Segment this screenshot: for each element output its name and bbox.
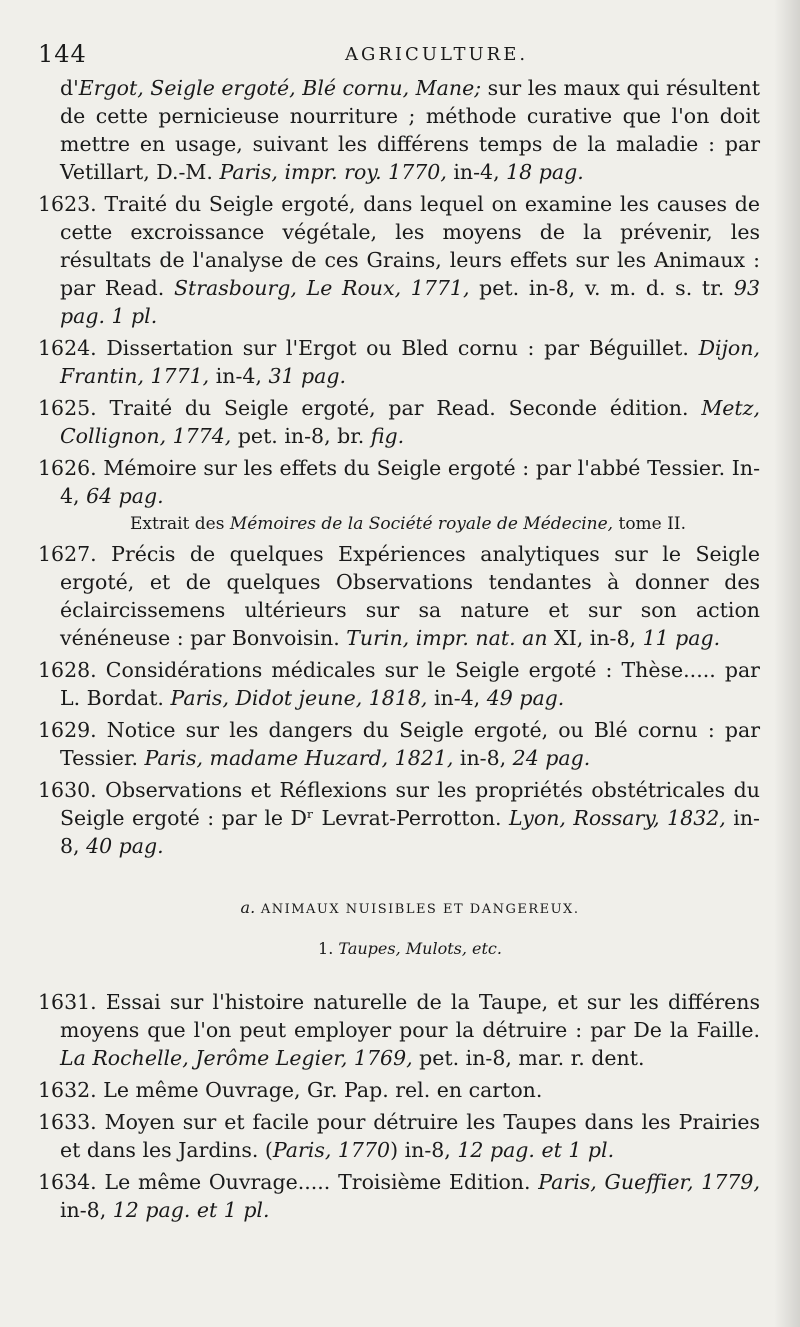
entry-text: Moyen sur et facile pour détruire les Taupes dans les Prairies et dans les Jardins. ( bbox=[60, 1110, 760, 1162]
entry-text: Le même Ouvrage, Gr. Pap. rel. en carton. bbox=[96, 1078, 543, 1102]
entry-text: pet. in-8, v. m. d. s. tr. bbox=[469, 276, 734, 300]
bibliography-entry bbox=[38, 988, 760, 1072]
entry-number: 1632. bbox=[38, 1078, 97, 1102]
entry-number: 1623. bbox=[38, 192, 97, 216]
entry-number: 1631. bbox=[38, 990, 97, 1014]
entry-text: Considérations médicales sur le Seigle ergoté : Thèse..... par L. Bordat. bbox=[60, 658, 760, 710]
note-text: tome II. bbox=[613, 514, 686, 534]
subsection-number: 1. bbox=[318, 939, 334, 958]
entry-text: Notice sur les dangers du Seigle ergoté, ou Blé cornu : par Tessier. bbox=[60, 718, 760, 770]
entry-number: 1628. bbox=[38, 658, 97, 682]
page-number: 144 bbox=[38, 40, 87, 68]
bibliography-entry bbox=[38, 656, 760, 712]
entry-text: Essai sur l'histoire naturelle de la Taupe, et sur les différens moyens que l'on peut employer pour la détruire : par De la Faille. bbox=[60, 990, 760, 1042]
section-title: ANIMAUX NUISIBLES ET DANGEREUX. bbox=[260, 902, 580, 917]
entry-number: 1634. bbox=[38, 1170, 97, 1194]
entry-text: Dissertation sur l'Ergot ou Bled cornu : par Béguillet. bbox=[96, 336, 699, 360]
entry-number: 1625. bbox=[38, 396, 97, 420]
entry-list-lower bbox=[38, 988, 760, 1224]
entry-number: 1633. bbox=[38, 1110, 97, 1134]
entry-text: XI, in-8, bbox=[547, 626, 643, 650]
subsection-heading bbox=[60, 939, 760, 958]
entry-imprint-text: Turin, impr. nat. an bbox=[346, 626, 548, 650]
entry-text: Traité du Seigle ergoté, dans lequel on examine les causes de cette excroissance végétale, les moyens de la prévenir, les résultats de l'analyse de ces Grains, leurs effets sur les Animaux : par Read. bbox=[60, 192, 760, 300]
entry-imprint-text: 11 pag. bbox=[642, 626, 721, 650]
entry-imprint-text: Metz, Collignon, 1774, bbox=[60, 396, 760, 448]
bibliography-entry bbox=[38, 454, 760, 510]
section-letter: a. bbox=[240, 898, 256, 917]
page-body bbox=[38, 74, 760, 1224]
bibliography-entry bbox=[38, 394, 760, 450]
entry-imprint-text: Paris, Didot jeune, 1818, bbox=[170, 686, 428, 710]
entry-imprint-text: 64 pag. bbox=[86, 484, 164, 508]
entry-imprint-text: Dijon, Frantin, 1771, bbox=[60, 336, 760, 388]
entry-imprint-text: La Rochelle, Jerôme Legier, 1769, bbox=[60, 1046, 413, 1070]
bibliography-entry bbox=[60, 74, 760, 186]
entry-imprint-text: 24 pag. bbox=[512, 746, 591, 770]
entry-text: sur les maux qui résultent de cette pernicieuse nourriture ; méthode curative que l'on doit mettre en usage, suivant les différens temps de la maladie : par Vetillart, D.-M. bbox=[60, 76, 760, 184]
entry-imprint-text: 40 pag. bbox=[86, 834, 164, 858]
bibliography-entry bbox=[38, 540, 760, 652]
entry-imprint-text: 12 pag. et 1 pl. bbox=[112, 1198, 270, 1222]
section-heading bbox=[60, 898, 760, 917]
entry-text: in-4, bbox=[446, 160, 507, 184]
entry-text: Mémoire sur les effets du Seigle ergoté : par l'abbé Tessier. In-4, bbox=[60, 456, 760, 508]
entry-imprint-text: Paris, impr. roy. 1770, bbox=[219, 160, 447, 184]
entry-imprint-text: 93 pag. 1 pl. bbox=[60, 276, 760, 328]
entry-imprint-text: 31 pag. bbox=[268, 364, 347, 388]
note-text: Extrait des bbox=[130, 514, 230, 534]
entry-text: pet. in-8, br. bbox=[231, 424, 371, 448]
entry-text: in-8, bbox=[60, 1198, 113, 1222]
entry-text: in-4, bbox=[427, 686, 487, 710]
entry-text: d' bbox=[60, 76, 79, 100]
entry-text: Traité du Seigle ergoté, par Read. Seconde édition. bbox=[96, 396, 702, 420]
entry-text: Le même Ouvrage..... Troisième Edition. bbox=[96, 1170, 539, 1194]
bibliography-entry bbox=[38, 190, 760, 330]
entry-text: in-8, bbox=[60, 806, 760, 858]
page-edge-shadow bbox=[774, 0, 800, 1327]
entry-imprint-text: 18 pag. bbox=[506, 160, 584, 184]
running-head: AGRICULTURE. bbox=[345, 44, 529, 65]
bibliography-entry bbox=[38, 776, 760, 860]
entry-imprint-text: Lyon, Rossary, 1832, bbox=[509, 806, 726, 830]
entry-text: in-8, bbox=[453, 746, 513, 770]
entry-text: Précis de quelques Expériences analytiques sur le Seigle ergoté, et de quelques Observations tendantes à donner des éclaircissemens ultérieurs sur sa nature et sur son action vénéneuse : par Bonvoisin. bbox=[60, 542, 760, 650]
entry-imprint-text: Paris, madame Huzard, 1821, bbox=[144, 746, 454, 770]
entry-imprint-text: fig. bbox=[370, 424, 405, 448]
subsection-title: Taupes, Mulots, etc. bbox=[338, 939, 502, 958]
bibliography-entry bbox=[38, 716, 760, 772]
entry-number: 1629. bbox=[38, 718, 97, 742]
entry-list-upper bbox=[38, 74, 760, 860]
bibliography-entry bbox=[38, 1076, 760, 1104]
entry-imprint-text: Paris, 1770 bbox=[272, 1138, 391, 1162]
bibliography-entry bbox=[38, 334, 760, 390]
entry-text: ) in-8, bbox=[390, 1138, 458, 1162]
entry-imprint-text: Paris, Gueffier, 1779, bbox=[538, 1170, 760, 1194]
entry-note bbox=[130, 512, 760, 536]
entry-number: 1627. bbox=[38, 542, 97, 566]
entry-number: 1630. bbox=[38, 778, 97, 802]
entry-imprint-text: 12 pag. et 1 pl. bbox=[457, 1138, 615, 1162]
entry-text: Observations et Réflexions sur les propriétés obstétricales du Seigle ergoté : par le Dʳ Levrat-Perrotton. bbox=[60, 778, 760, 830]
bibliography-entry bbox=[38, 1168, 760, 1224]
entry-number: 1624. bbox=[38, 336, 97, 360]
bibliography-entry bbox=[38, 1108, 760, 1164]
entry-number: 1626. bbox=[38, 456, 97, 480]
entry-text: in-4, bbox=[209, 364, 269, 388]
entry-imprint-text: Strasbourg, Le Roux, 1771, bbox=[173, 276, 470, 300]
entry-text: pet. in-8, mar. r. dent. bbox=[412, 1046, 645, 1070]
note-text: Mémoires de la Société royale de Médecine, bbox=[229, 514, 614, 534]
page-header bbox=[30, 40, 770, 76]
entry-imprint-text: Ergot, Seigle ergoté, Blé cornu, Mane; bbox=[78, 76, 482, 100]
entry-imprint-text: 49 pag. bbox=[486, 686, 565, 710]
